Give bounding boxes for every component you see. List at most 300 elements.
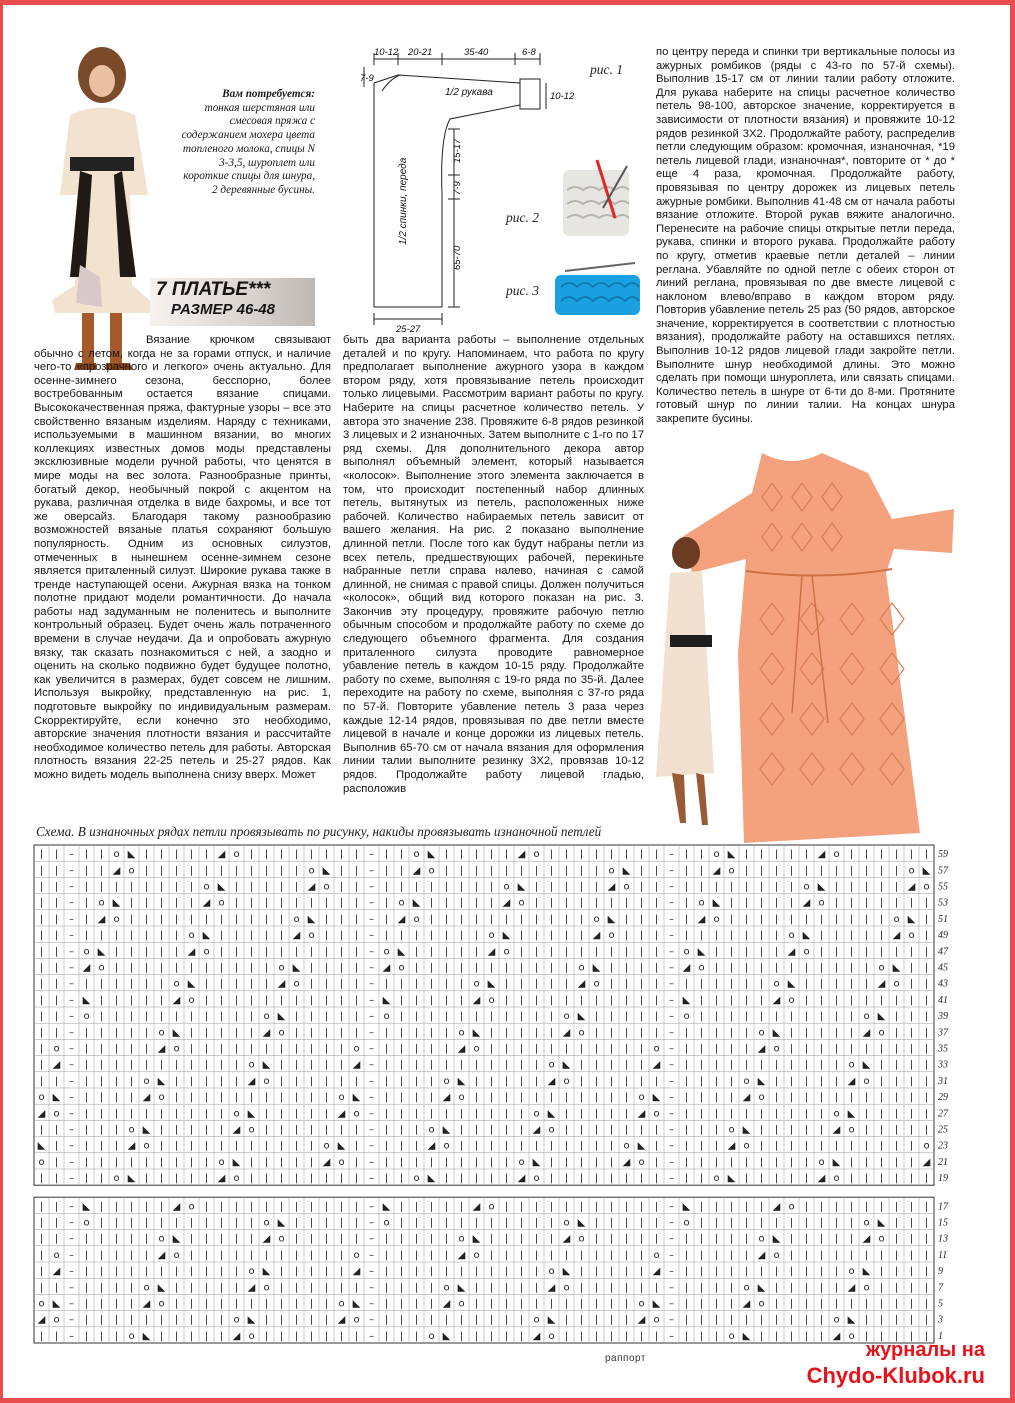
- chart-stitch-symbol: |: [144, 994, 149, 1006]
- chart-stitch-symbol: |: [144, 1011, 149, 1023]
- chart-stitch-symbol: |: [384, 1092, 389, 1104]
- column-2-text: быть два варианта работы – выполнение отдельных деталей и по кругу. Напоминаем, что работа по кругу предполагает выполнение ажурного узора в каждом втором ряду, хотя провязывание петель происходит только лицевыми. Рассмотрим вариант работы по кругу. Наберите на спицы расчетное количество петель. У автора это значение 238. Провяжите 6-8 рядов резинкой 3 лицевых и 2 изнаночных. Затем выполните с 1-го по 17 ряд схемы. Для дополнительного декора автор выполнял объемный элемент, который называется «колосок». Выполнение этого элемента заключается в том, что происходит постепенный набор длинных петель, вытянутых из петель, расположенных ниже рабочей. Количество набираемых петель зависит от вашего желания. На рис. 2 показано выполнение длинной петли. После того как будут набраны петли из всех петель, предшествующих рабочей, перекиньте набранные петли справа налево, начиная с самой длинной, не снимая с правой спицы. Должен получиться «колосок», общий вид которого показан на рис. 3. Закончив эту процедуру, провяжите рабочую петлю обычным способом и продолжайте работу по схеме до следующего объемного фрагмента. Для создания приталенного силуэта проводите равномерное убавление петель в каждом 10-15 ряду. Продолжайте работу по схеме, выполняя с 19-го ряда по 35-й. Далее переходите на работу по схеме, выполняя с 37-го ряда по 57-й. Повторите убавление петель 3 раза через каждые 12-14 рядов, провязывая по две петли вместе лицевой в начале и конце дорожки из лицевых петель. Выполнив 65-70 см от начала вязания для оформления линии талии выполните резинку 3Х2, провязав 10-12 рядов. Продолжайте работу лицевой гладью, расположив: [343, 334, 644, 795]
- chart-stitch-symbol: |: [624, 978, 629, 990]
- chart-stitch-symbol: |: [174, 881, 179, 893]
- chart-stitch-symbol: |: [399, 994, 404, 1006]
- chart-stitch-symbol: |: [459, 913, 464, 925]
- chart-stitch-symbol: |: [924, 1298, 929, 1310]
- chart-stitch-symbol: |: [729, 1282, 734, 1294]
- chart-stitch-symbol: |: [114, 1201, 119, 1213]
- chart-stitch-symbol: |: [519, 1092, 524, 1104]
- chart-stitch-symbol: |: [684, 1173, 689, 1185]
- chart-row-number: 3: [938, 1314, 943, 1326]
- chart-stitch-symbol: |: [114, 1043, 119, 1055]
- chart-stitch-symbol: |: [909, 1314, 914, 1326]
- chart-stitch-symbol: |: [744, 1201, 749, 1213]
- chart-stitch-symbol: |: [864, 865, 869, 877]
- chart-stitch-symbol: |: [99, 881, 104, 893]
- chart-stitch-symbol: |: [54, 1124, 59, 1136]
- chart-row-number: 27: [938, 1108, 948, 1120]
- chart-stitch-symbol: o: [128, 1124, 135, 1136]
- chart-stitch-symbol: |: [654, 1233, 659, 1245]
- chart-stitch-symbol: |: [534, 1140, 539, 1152]
- chart-stitch-symbol: |: [399, 1075, 404, 1087]
- chart-stitch-symbol: |: [609, 1173, 614, 1185]
- chart-stitch-symbol: |: [744, 994, 749, 1006]
- chart-stitch-symbol: ◢: [562, 1233, 571, 1245]
- chart-stitch-symbol: |: [909, 1298, 914, 1310]
- chart-stitch-symbol: |: [144, 1233, 149, 1245]
- chart-stitch-symbol: |: [609, 1027, 614, 1039]
- chart-stitch-symbol: |: [564, 913, 569, 925]
- chart-stitch-symbol: ◣: [232, 1156, 241, 1168]
- chart-stitch-symbol: o: [308, 930, 315, 942]
- chart-stitch-symbol: ◢: [142, 1298, 151, 1310]
- chart-stitch-symbol: o: [443, 1282, 450, 1294]
- chart-stitch-symbol: |: [474, 1266, 479, 1278]
- chart-stitch-symbol: |: [294, 1108, 299, 1120]
- chart-stitch-symbol: |: [789, 897, 794, 909]
- chart-stitch-symbol: |: [159, 946, 164, 958]
- chart-stitch-symbol: o: [143, 1075, 150, 1087]
- chart-stitch-symbol: |: [354, 946, 359, 958]
- chart-stitch-symbol: |: [294, 1043, 299, 1055]
- chart-stitch-symbol: –: [69, 1173, 74, 1185]
- chart-stitch-symbol: |: [534, 1075, 539, 1087]
- chart-stitch-symbol: |: [84, 1249, 89, 1261]
- chart-stitch-symbol: |: [129, 1027, 134, 1039]
- chart-stitch-symbol: |: [789, 1043, 794, 1055]
- chart-stitch-symbol: –: [69, 1330, 74, 1342]
- chart-stitch-symbol: |: [324, 946, 329, 958]
- chart-stitch-symbol: |: [789, 1124, 794, 1136]
- chart-stitch-symbol: |: [774, 1173, 779, 1185]
- chart-stitch-symbol: |: [444, 946, 449, 958]
- chart-stitch-symbol: |: [579, 913, 584, 925]
- chart-stitch-symbol: |: [354, 1233, 359, 1245]
- chart-stitch-symbol: |: [894, 1124, 899, 1136]
- chart-stitch-symbol: |: [879, 1043, 884, 1055]
- chart-stitch-symbol: |: [474, 1298, 479, 1310]
- chart-stitch-symbol: ◢: [787, 946, 796, 958]
- chart-stitch-symbol: |: [834, 946, 839, 958]
- chart-stitch-symbol: ◣: [847, 1314, 856, 1326]
- chart-stitch-symbol: |: [639, 897, 644, 909]
- chart-stitch-symbol: |: [519, 865, 524, 877]
- chart-stitch-symbol: |: [924, 1059, 929, 1071]
- chart-stitch-symbol: –: [669, 1314, 674, 1326]
- chart-stitch-symbol: ◣: [157, 1282, 166, 1294]
- chart-stitch-symbol: –: [69, 962, 74, 974]
- chart-stitch-symbol: |: [204, 1233, 209, 1245]
- chart-stitch-symbol: |: [819, 1027, 824, 1039]
- page-border-top: [0, 0, 1015, 5]
- chart-stitch-symbol: |: [444, 1233, 449, 1245]
- chart-stitch-symbol: |: [189, 1124, 194, 1136]
- chart-stitch-symbol: o: [503, 881, 510, 893]
- chart-stitch-symbol: o: [353, 1043, 360, 1055]
- chart-stitch-symbol: |: [654, 1282, 659, 1294]
- chart-stitch-symbol: |: [504, 1140, 509, 1152]
- chart-stitch-symbol: |: [264, 1298, 269, 1310]
- chart-stitch-symbol: |: [849, 865, 854, 877]
- chart-stitch-symbol: |: [414, 1043, 419, 1055]
- chart-stitch-symbol: ◢: [247, 1075, 256, 1087]
- chart-stitch-symbol: |: [99, 1027, 104, 1039]
- chart-stitch-symbol: o: [443, 1140, 450, 1152]
- chart-stitch-symbol: |: [504, 994, 509, 1006]
- chart-stitch-symbol: |: [534, 897, 539, 909]
- chart-stitch-symbol: |: [429, 978, 434, 990]
- chart-stitch-symbol: –: [69, 881, 74, 893]
- chart-stitch-symbol: |: [654, 881, 659, 893]
- chart-stitch-symbol: |: [894, 1282, 899, 1294]
- chart-stitch-symbol: o: [563, 1282, 570, 1294]
- chart-stitch-symbol: |: [489, 865, 494, 877]
- chart-stitch-symbol: ◢: [217, 849, 226, 861]
- chart-stitch-symbol: |: [39, 1217, 44, 1229]
- chart-stitch-symbol: |: [909, 1124, 914, 1136]
- chart-stitch-symbol: |: [654, 1027, 659, 1039]
- chart-stitch-symbol: |: [639, 1027, 644, 1039]
- chart-stitch-symbol: |: [474, 897, 479, 909]
- chart-stitch-symbol: |: [744, 1011, 749, 1023]
- chart-stitch-symbol: ◢: [502, 897, 511, 909]
- chart-stitch-symbol: |: [549, 881, 554, 893]
- chart-stitch-symbol: |: [564, 1140, 569, 1152]
- chart-stitch-symbol: |: [879, 913, 884, 925]
- chart-stitch-symbol: |: [819, 978, 824, 990]
- chart-stitch-symbol: |: [114, 881, 119, 893]
- chart-stitch-symbol: |: [459, 930, 464, 942]
- chart-stitch-symbol: |: [594, 1249, 599, 1261]
- chart-stitch-symbol: |: [909, 1092, 914, 1104]
- chart-stitch-symbol: |: [504, 913, 509, 925]
- chart-stitch-symbol: |: [339, 1075, 344, 1087]
- chart-stitch-symbol: |: [894, 1330, 899, 1342]
- chart-stitch-symbol: ◢: [532, 1330, 541, 1342]
- chart-stitch-symbol: ◢: [907, 881, 916, 893]
- chart-stitch-symbol: |: [159, 913, 164, 925]
- chart-stitch-symbol: |: [204, 1217, 209, 1229]
- chart-stitch-symbol: |: [729, 1233, 734, 1245]
- chart-stitch-symbol: |: [684, 1027, 689, 1039]
- chart-row-number: 13: [938, 1233, 948, 1245]
- chart-stitch-symbol: |: [909, 946, 914, 958]
- chart-stitch-symbol: –: [669, 1124, 674, 1136]
- chart-stitch-symbol: |: [549, 1233, 554, 1245]
- chart-stitch-symbol: |: [324, 962, 329, 974]
- chart-stitch-symbol: |: [819, 1233, 824, 1245]
- chart-stitch-symbol: |: [39, 1043, 44, 1055]
- chart-stitch-symbol: |: [234, 1282, 239, 1294]
- chart-stitch-symbol: |: [804, 1092, 809, 1104]
- chart-stitch-symbol: |: [834, 1282, 839, 1294]
- chart-stitch-symbol: |: [864, 994, 869, 1006]
- chart-row-number: 23: [938, 1140, 948, 1152]
- chart-stitch-symbol: ◢: [757, 1249, 766, 1261]
- chart-stitch-symbol: |: [849, 1249, 854, 1261]
- chart-stitch-symbol: |: [519, 994, 524, 1006]
- chart-stitch-symbol: |: [624, 1249, 629, 1261]
- chart-stitch-symbol: |: [924, 1282, 929, 1294]
- chart-stitch-symbol: |: [399, 1140, 404, 1152]
- chart-stitch-symbol: |: [384, 1156, 389, 1168]
- chart-stitch-symbol: |: [924, 930, 929, 942]
- chart-stitch-symbol: |: [489, 1282, 494, 1294]
- chart-stitch-symbol: |: [234, 1201, 239, 1213]
- chart-stitch-symbol: |: [894, 1140, 899, 1152]
- chart-stitch-symbol: |: [624, 897, 629, 909]
- chart-stitch-symbol: |: [834, 1043, 839, 1055]
- chart-stitch-symbol: ◣: [862, 1059, 871, 1071]
- chart-stitch-symbol: |: [309, 1059, 314, 1071]
- chart-stitch-symbol: |: [564, 1043, 569, 1055]
- chart-stitch-symbol: |: [684, 1108, 689, 1120]
- chart-stitch-symbol: |: [714, 1217, 719, 1229]
- chart-stitch-symbol: ◢: [487, 946, 496, 958]
- chart-stitch-symbol: –: [369, 913, 374, 925]
- chart-stitch-symbol: |: [429, 1201, 434, 1213]
- chart-stitch-symbol: |: [324, 1011, 329, 1023]
- chart-stitch-symbol: ◣: [157, 1075, 166, 1087]
- chart-stitch-symbol: |: [609, 849, 614, 861]
- chart-stitch-symbol: |: [924, 1043, 929, 1055]
- chart-stitch-symbol: –: [369, 1201, 374, 1213]
- chart-stitch-symbol: |: [219, 946, 224, 958]
- chart-stitch-symbol: |: [624, 930, 629, 942]
- chart-stitch-symbol: |: [534, 1298, 539, 1310]
- chart-stitch-symbol: |: [744, 946, 749, 958]
- chart-stitch-symbol: |: [504, 1298, 509, 1310]
- chart-stitch-symbol: ◣: [322, 865, 331, 877]
- chart-stitch-symbol: |: [849, 1201, 854, 1213]
- chart-stitch-symbol: |: [264, 1314, 269, 1326]
- chart-stitch-symbol: |: [339, 1059, 344, 1071]
- chart-stitch-symbol: |: [459, 1201, 464, 1213]
- chart-stitch-symbol: |: [264, 962, 269, 974]
- chart-stitch-symbol: |: [924, 1266, 929, 1278]
- chart-stitch-symbol: –: [369, 1298, 374, 1310]
- chart-stitch-symbol: |: [834, 1027, 839, 1039]
- chart-stitch-symbol: |: [834, 994, 839, 1006]
- chart-stitch-symbol: |: [729, 897, 734, 909]
- chart-stitch-symbol: |: [309, 946, 314, 958]
- chart-stitch-symbol: –: [369, 1233, 374, 1245]
- chart-stitch-symbol: |: [54, 1156, 59, 1168]
- chart-stitch-symbol: o: [248, 1330, 255, 1342]
- chart-stitch-symbol: ◣: [577, 1217, 586, 1229]
- chart-stitch-symbol: |: [444, 1217, 449, 1229]
- chart-stitch-symbol: |: [489, 1330, 494, 1342]
- chart-stitch-symbol: |: [879, 1249, 884, 1261]
- chart-stitch-symbol: |: [324, 1282, 329, 1294]
- chart-stitch-symbol: |: [264, 994, 269, 1006]
- chart-stitch-symbol: |: [129, 946, 134, 958]
- chart-stitch-symbol: |: [594, 1298, 599, 1310]
- chart-stitch-symbol: |: [789, 1108, 794, 1120]
- chart-stitch-symbol: |: [909, 1140, 914, 1152]
- chart-stitch-symbol: |: [159, 1201, 164, 1213]
- chart-stitch-symbol: |: [414, 1201, 419, 1213]
- chart-stitch-symbol: ◢: [292, 930, 301, 942]
- chart-stitch-symbol: |: [864, 1201, 869, 1213]
- chart-stitch-symbol: |: [159, 962, 164, 974]
- chart-stitch-symbol: |: [189, 1092, 194, 1104]
- chart-stitch-symbol: |: [594, 1124, 599, 1136]
- chart-stitch-symbol: |: [354, 865, 359, 877]
- chart-stitch-symbol: |: [309, 1043, 314, 1055]
- chart-stitch-symbol: |: [384, 1075, 389, 1087]
- chart-stitch-symbol: o: [338, 1298, 345, 1310]
- chart-stitch-symbol: |: [714, 1249, 719, 1261]
- chart-stitch-symbol: o: [338, 1156, 345, 1168]
- chart-stitch-symbol: –: [669, 1249, 674, 1261]
- chart-stitch-symbol: |: [834, 1059, 839, 1071]
- chart-stitch-symbol: |: [354, 881, 359, 893]
- chart-stitch-symbol: |: [804, 849, 809, 861]
- chart-stitch-symbol: ◢: [37, 1314, 46, 1326]
- chart-stitch-symbol: |: [609, 1330, 614, 1342]
- chart-stitch-symbol: |: [564, 930, 569, 942]
- chart-stitch-symbol: ◢: [232, 1124, 241, 1136]
- chart-stitch-symbol: –: [369, 946, 374, 958]
- chart-stitch-symbol: |: [84, 1173, 89, 1185]
- chart-stitch-symbol: |: [234, 897, 239, 909]
- chart-stitch-symbol: |: [894, 1298, 899, 1310]
- chart-stitch-symbol: |: [609, 1156, 614, 1168]
- chart-stitch-symbol: |: [414, 1282, 419, 1294]
- chart-stitch-symbol: |: [504, 1217, 509, 1229]
- chart-stitch-symbol: |: [789, 913, 794, 925]
- chart-stitch-symbol: |: [849, 913, 854, 925]
- chart-stitch-symbol: |: [894, 1043, 899, 1055]
- chart-stitch-symbol: |: [279, 913, 284, 925]
- chart-stitch-symbol: |: [639, 1059, 644, 1071]
- chart-stitch-symbol: |: [309, 1314, 314, 1326]
- chart-stitch-symbol: ◢: [742, 1092, 751, 1104]
- chart-stitch-symbol: |: [459, 962, 464, 974]
- page-border-bottom: [0, 1398, 1015, 1403]
- chart-stitch-symbol: |: [774, 1314, 779, 1326]
- chart-stitch-symbol: |: [804, 1140, 809, 1152]
- chart-stitch-symbol: |: [399, 1233, 404, 1245]
- chart-stitch-symbol: |: [609, 1282, 614, 1294]
- chart-stitch-symbol: |: [489, 1059, 494, 1071]
- chart-stitch-symbol: |: [609, 1092, 614, 1104]
- chart-stitch-symbol: |: [219, 1330, 224, 1342]
- chart-stitch-symbol: |: [474, 1156, 479, 1168]
- chart-stitch-symbol: |: [804, 1282, 809, 1294]
- chart-stitch-symbol: |: [744, 1266, 749, 1278]
- chart-stitch-symbol: |: [804, 913, 809, 925]
- chart-stitch-symbol: |: [639, 978, 644, 990]
- chart-stitch-symbol: |: [864, 1092, 869, 1104]
- chart-stitch-symbol: o: [818, 1156, 825, 1168]
- chart-stitch-symbol: |: [579, 1298, 584, 1310]
- chart-stitch-symbol: |: [114, 1249, 119, 1261]
- chart-stitch-symbol: |: [234, 865, 239, 877]
- chart-stitch-symbol: |: [39, 913, 44, 925]
- chart-stitch-symbol: |: [114, 1282, 119, 1294]
- chart-stitch-symbol: |: [384, 1140, 389, 1152]
- chart-stitch-symbol: ◣: [532, 1156, 541, 1168]
- chart-stitch-symbol: |: [249, 962, 254, 974]
- chart-stitch-symbol: |: [639, 1266, 644, 1278]
- chart-stitch-symbol: |: [594, 1108, 599, 1120]
- chart-stitch-symbol: |: [129, 1075, 134, 1087]
- chart-stitch-symbol: |: [684, 913, 689, 925]
- chart-stitch-symbol: ◢: [847, 1075, 856, 1087]
- dim-bottom: 25-27: [396, 324, 421, 335]
- chart-stitch-symbol: |: [54, 1027, 59, 1039]
- chart-stitch-symbol: |: [894, 897, 899, 909]
- chart-stitch-symbol: |: [819, 1266, 824, 1278]
- chart-stitch-symbol: |: [324, 1217, 329, 1229]
- chart-stitch-symbol: o: [158, 1027, 165, 1039]
- chart-stitch-symbol: |: [549, 865, 554, 877]
- repeat-label: раппорт: [605, 1353, 646, 1364]
- chart-stitch-symbol: |: [849, 1217, 854, 1229]
- chart-stitch-symbol: |: [684, 1075, 689, 1087]
- chart-stitch-symbol: |: [279, 1043, 284, 1055]
- chart-stitch-symbol: |: [564, 881, 569, 893]
- chart-stitch-symbol: |: [594, 1173, 599, 1185]
- chart-stitch-symbol: ◣: [142, 1330, 151, 1342]
- chart-stitch-symbol: |: [414, 930, 419, 942]
- chart-stitch-symbol: |: [789, 1059, 794, 1071]
- chart-stitch-symbol: ◣: [757, 1282, 766, 1294]
- chart-stitch-symbol: |: [579, 1124, 584, 1136]
- chart-stitch-symbol: o: [233, 849, 240, 861]
- fig3-knitting-photo: [555, 259, 640, 319]
- chart-stitch-symbol: |: [729, 1314, 734, 1326]
- chart-stitch-symbol: |: [444, 930, 449, 942]
- chart-stitch-symbol: |: [594, 1011, 599, 1023]
- chart-stitch-symbol: |: [549, 1217, 554, 1229]
- chart-stitch-symbol: |: [639, 1249, 644, 1261]
- chart-stitch-symbol: |: [819, 1059, 824, 1071]
- chart-stitch-symbol: |: [924, 1233, 929, 1245]
- chart-stitch-symbol: o: [548, 1330, 555, 1342]
- chart-stitch-symbol: |: [159, 1059, 164, 1071]
- chart-stitch-symbol: |: [144, 1217, 149, 1229]
- chart-stitch-symbol: |: [429, 1233, 434, 1245]
- chart-stitch-symbol: |: [909, 1108, 914, 1120]
- chart-stitch-symbol: |: [504, 1201, 509, 1213]
- chart-stitch-symbol: |: [144, 962, 149, 974]
- knitting-chart: [34, 845, 954, 1350]
- chart-stitch-symbol: ◣: [337, 1140, 346, 1152]
- chart-stitch-symbol: ◢: [442, 1092, 451, 1104]
- chart-stitch-symbol: |: [189, 1330, 194, 1342]
- chart-stitch-symbol: |: [234, 1011, 239, 1023]
- chart-stitch-symbol: |: [294, 1140, 299, 1152]
- chart-stitch-symbol: |: [864, 978, 869, 990]
- chart-stitch-symbol: o: [113, 913, 120, 925]
- chart-stitch-symbol: |: [789, 1266, 794, 1278]
- chart-stitch-symbol: |: [234, 1233, 239, 1245]
- chart-stitch-symbol: –: [69, 994, 74, 1006]
- chart-stitch-symbol: |: [849, 1298, 854, 1310]
- chart-stitch-symbol: –: [69, 1043, 74, 1055]
- text-column-3: [656, 46, 955, 427]
- chart-stitch-symbol: |: [234, 946, 239, 958]
- chart-stitch-symbol: |: [249, 865, 254, 877]
- chart-stitch-symbol: |: [294, 881, 299, 893]
- chart-stitch-symbol: |: [129, 1266, 134, 1278]
- chart-stitch-symbol: |: [129, 1314, 134, 1326]
